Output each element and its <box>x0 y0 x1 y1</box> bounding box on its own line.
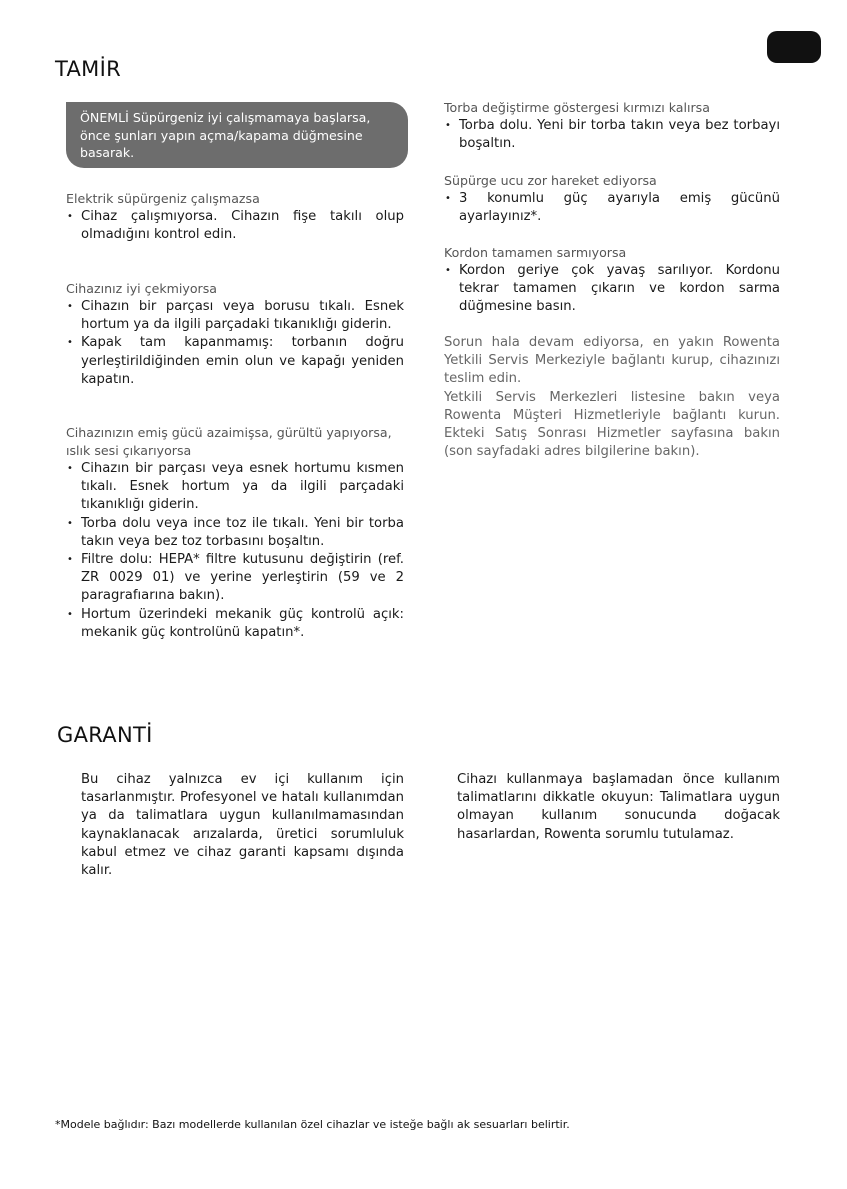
tamir-left-block-2 <box>66 280 404 389</box>
list-item: • Cihazın bir parçası veya borusu tıkalı. Esnek hortum ya da ilgili parçadaki tıkanıklığı giderin. <box>66 298 404 334</box>
tamir-title: TAMİR <box>55 57 121 81</box>
subheading: Torba değiştirme göstergesi kırmızı kalırsa <box>444 100 710 115</box>
list-item: • Torba dolu veya ince toz ile tıkalı. Yeni bir torba takın veya bez toz torbasını boşaltın. <box>66 515 404 551</box>
page-tab-marker <box>767 31 821 63</box>
list-item: • Kordon geriye çok yavaş sarılıyor. Kordonu tekrar tamamen çıkarın ve kordon sarma düğmesine basın. <box>444 262 780 317</box>
tamir-closing <box>444 334 780 461</box>
footnote: *Modele bağlıdır: Bazı modellerde kullanılan özel cihazlar ve isteğe bağlı ak sesuarları belirtir. <box>55 1118 570 1131</box>
list-item: • Cihaz çalışmıyorsa. Cihazın fişe takılı olup olmadığını kontrol edin. <box>66 208 404 244</box>
garanti-right-paragraph: Cihazı kullanmaya başlamadan önce kullanım talimatlarını dikkatle okuyun: Talimatlara uygun olmayan kullanım sonucunda doğacak hasarlardan, Rowenta sorumlu tutulamaz. <box>457 772 780 842</box>
garanti-right <box>457 771 780 844</box>
subheading: Kordon tamamen sarmıyorsa <box>444 245 627 260</box>
list-item: • Cihazın bir parçası veya esnek hortumu kısmen tıkalı. Esnek hortum ya da ilgili parçadaki tıkanıklığı giderin. <box>66 460 404 515</box>
closing-paragraph-2: Yetkili Servis Merkezleri listesine bakın veya Rowenta Müşteri Hizmetleriyle bağlantı kurun. Ekteki Satış Sonrası Hizmetler sayfasına bakın (son sayfadaki adres bilgilerine bakın). <box>444 389 780 460</box>
list-item: • Kapak tam kapanmamış: torbanın doğru yerleştirildiğinden emin olun ve kapağı yeniden kapatın. <box>66 334 404 389</box>
list-item: • Filtre dolu: HEPA* filtre kutusunu değiştirin (ref. ZR 0029 01) ve yerine yerleştirin (59 ve 2 paragrafıarına bakın). <box>66 551 404 606</box>
subheading: Süpürge ucu zor hareket ediyorsa <box>444 173 657 188</box>
tamir-right-block-2 <box>444 172 780 226</box>
important-notice: ÖNEMLİ Süpürgeniz iyi çalışmamaya başlarsa, önce şunları yapın açma/kapama düğmesine basarak. <box>66 102 408 168</box>
list-item: • Torba dolu. Yeni bir torba takın veya bez torbayı boşaltın. <box>444 117 780 153</box>
list-item: • 3 konumlu güç ayarıyla emiş gücünü ayarlayınız*. <box>444 190 780 226</box>
subheading: Cihazınız iyi çekmiyorsa <box>66 281 217 296</box>
tamir-right-block-3 <box>444 244 780 317</box>
closing-paragraph-1: Sorun hala devam ediyorsa, en yakın Rowenta Yetkili Servis Merkeziyle bağlantı kurup, cihazınızı teslim edin. <box>444 335 780 387</box>
tamir-left-block-1 <box>66 190 404 244</box>
garanti-title: GARANTİ <box>57 723 153 747</box>
list-item: • Hortum üzerindeki mekanik güç kontrolü açık: mekanik güç kontrolünü kapatın*. <box>66 606 404 642</box>
tamir-right-block-1 <box>444 99 780 153</box>
garanti-left <box>81 771 404 880</box>
subheading: Cihazınızın emiş gücü azaimişsa, gürültü yapıyorsa, ıslık sesi çıkarıyorsa <box>66 425 392 458</box>
tamir-left-block-3 <box>66 424 404 642</box>
subheading: Elektrik süpürgeniz çalışmazsa <box>66 191 260 206</box>
garanti-left-paragraph: Bu cihaz yalnızca ev içi kullanım için tasarlanmıştır. Profesyonel ve hatalı kullanımdan ya da talimatlara uygun kullanılmamasından kaynaklanacak arızalarda, üretici sorumluluk kabul etmez ve cihaz garanti kapsamı dışında kalır. <box>81 772 404 879</box>
